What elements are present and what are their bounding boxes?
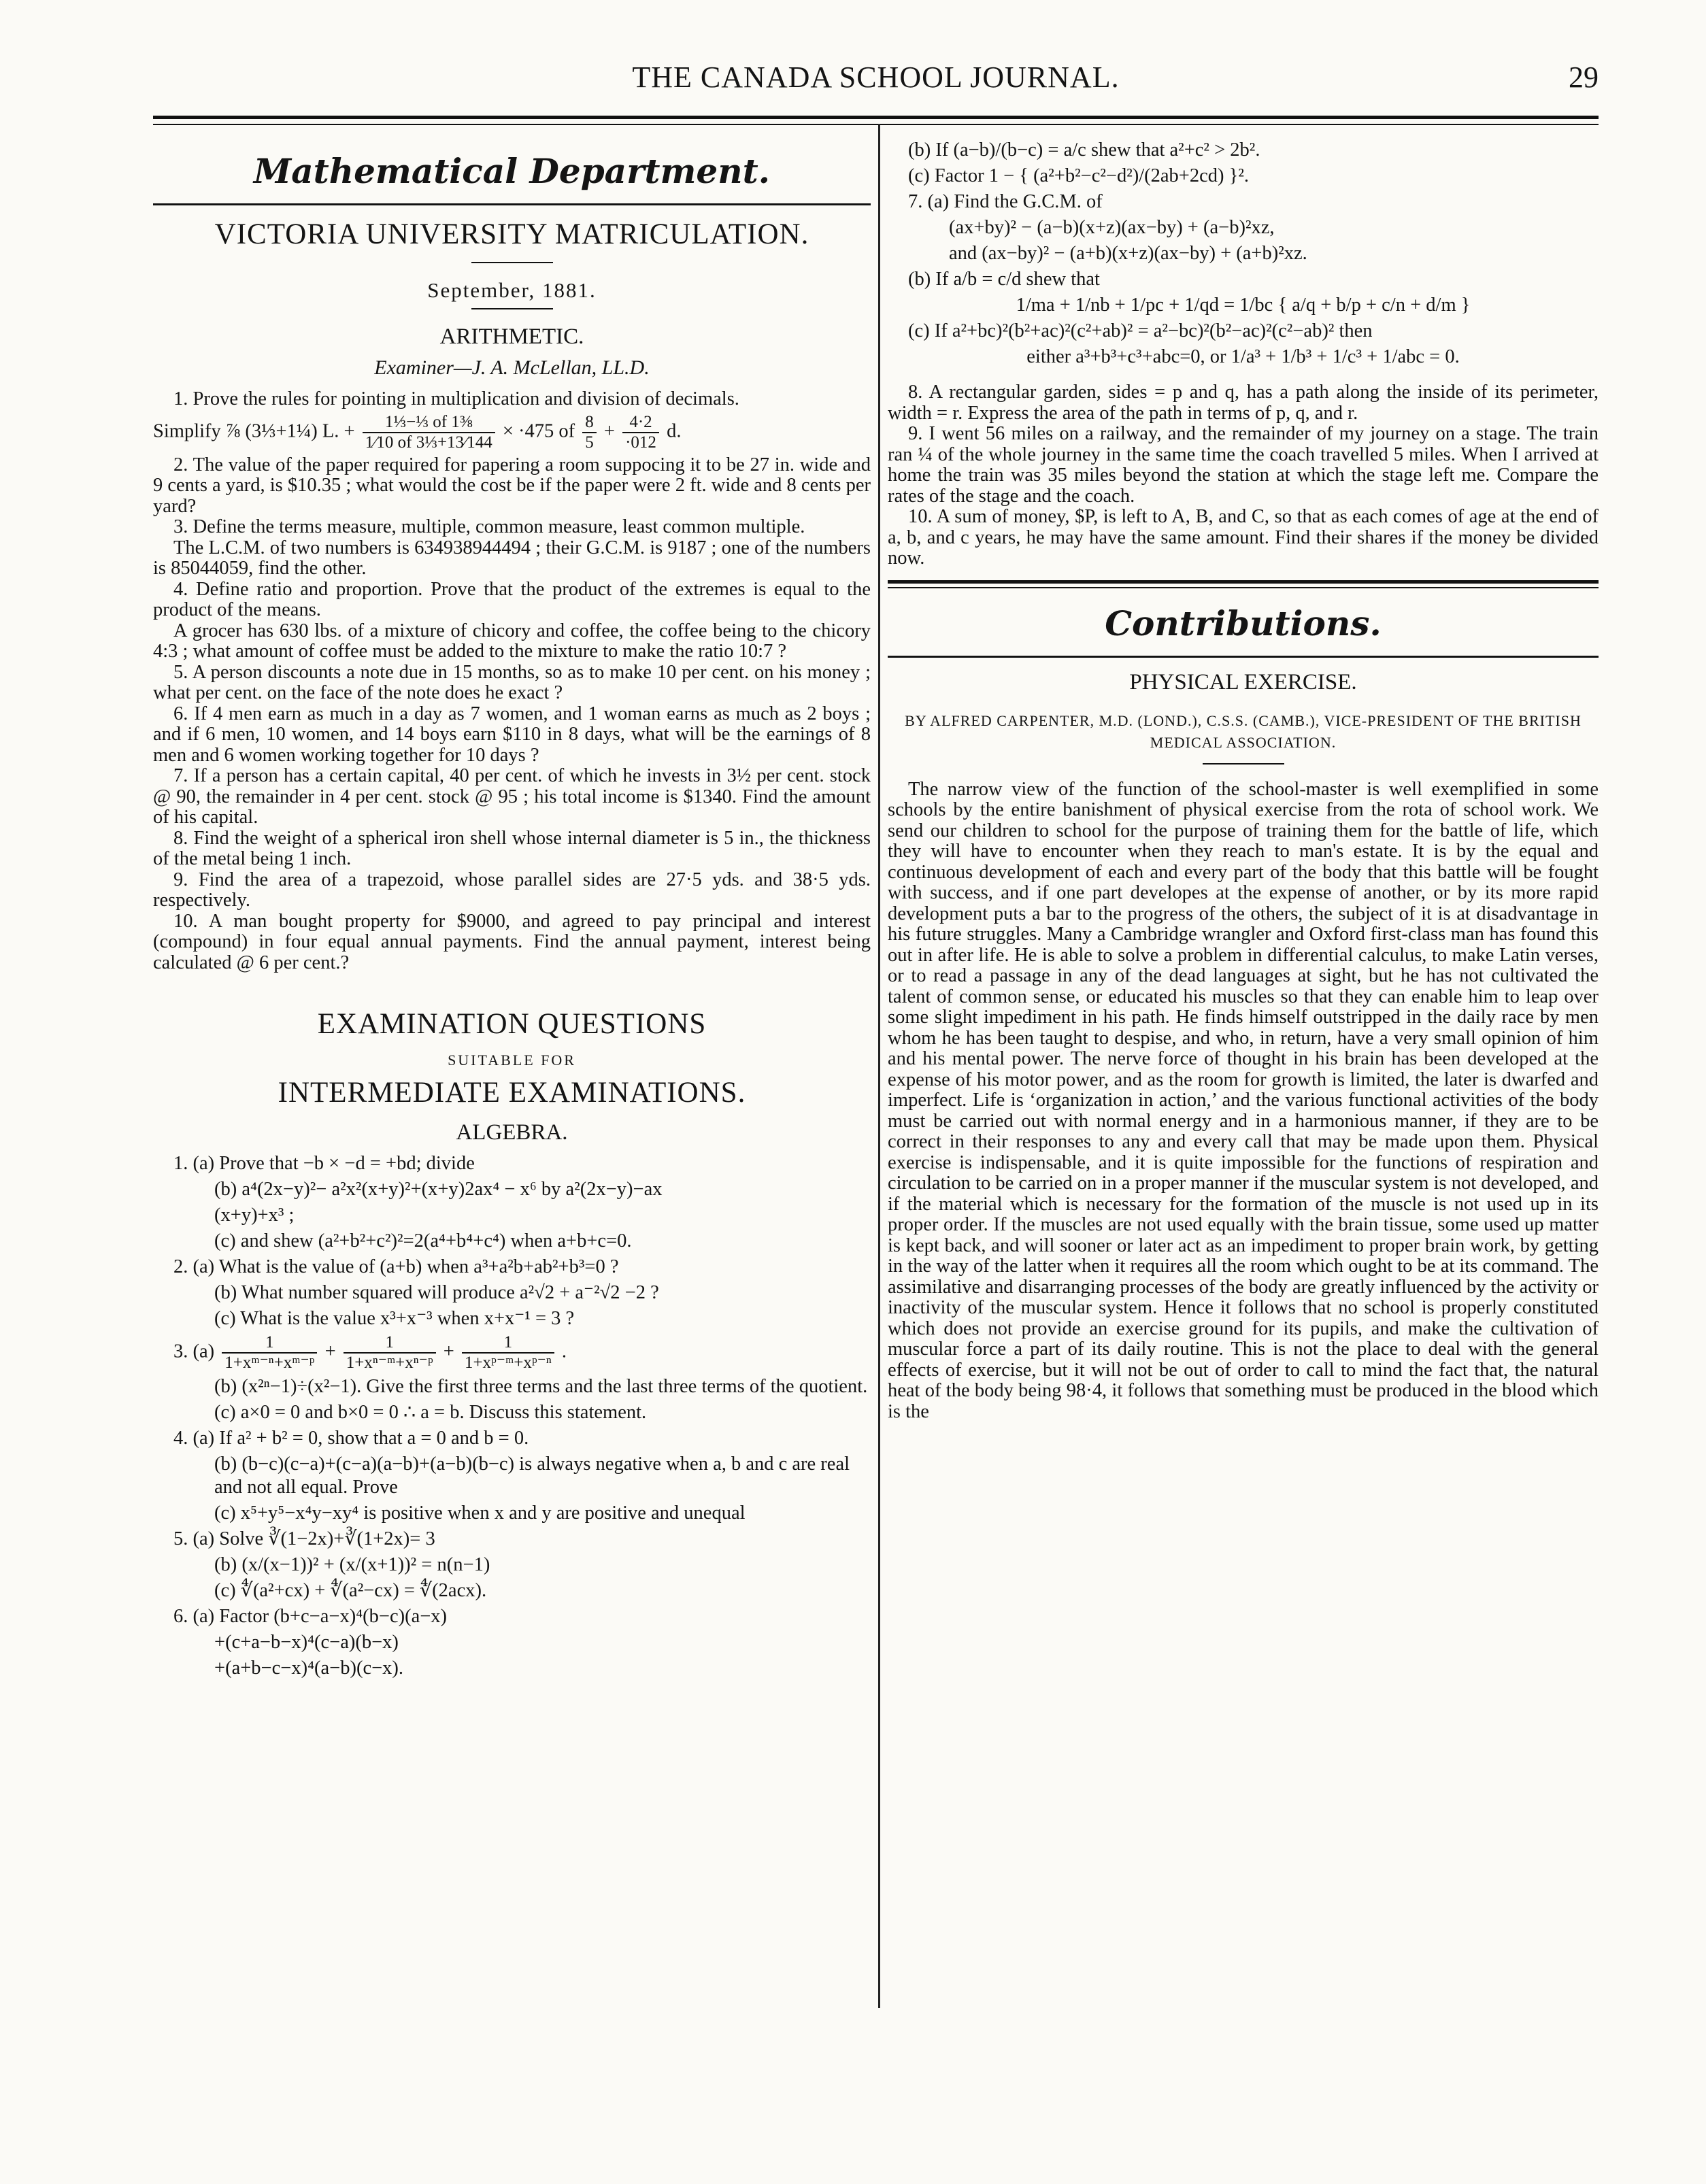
section-divider: [888, 580, 1599, 588]
intermediate-title: INTERMEDIATE EXAMINATIONS.: [278, 1077, 746, 1109]
algebra-line: (b) (x/(x−1))² + (x/(x+1))² = n(n−1): [214, 1554, 490, 1575]
numerator: 8: [582, 413, 597, 433]
expr-part: +: [324, 1341, 336, 1362]
question-9: 9. I went 56 miles on a railway, and the remainder of my journey on a stage. The train ran ¼ of the whole journey in the same time the coach travelled 5 miles. When I arrived at home the train was 35 miles beyond the station at which the stage left me. Compare the rates of the stage and the coach.: [888, 423, 1599, 507]
expr-part: × ·475 of: [502, 420, 575, 442]
denominator: 1+xⁿ⁻ᵐ+xⁿ⁻ᵖ: [346, 1354, 433, 1372]
expr-part: d.: [667, 420, 682, 442]
question-10: 10. A sum of money, $P, is left to A, B, and C, so that as each comes of age at the end of a, b, and c years, he may have the same amount. Find their shares if the money be divided now.: [888, 506, 1599, 569]
question-5: 5. A person discounts a note due in 15 months, so as to make 10 per cent. on his money ; what per cent. on the face of the note does he exact ?: [153, 661, 871, 703]
algebra-line: 1/ma + 1/nb + 1/pc + 1/qd = 1/bc { a/q + b/p + c/n + d/m }: [1016, 295, 1471, 316]
question-2: 2. The value of the paper required for papering a room suppocing it to be 27 in. wide and 9 cents a yard, is $10.35 ; what would the cost be if the paper were 2 ft. wide and 8 cents per yard?: [153, 454, 871, 517]
algebra-line: (c) What is the value x³+x⁻³ when x+x⁻¹ = 3 ?: [214, 1308, 575, 1329]
fraction: [462, 1333, 554, 1373]
algebra-line: 4. (a) If a² + b² = 0, show that a = 0 and b = 0.: [173, 1428, 529, 1449]
denominator: 5: [585, 433, 594, 452]
divider: [153, 203, 871, 205]
question-10: 10. A man bought property for $9000, and agreed to pay principal and interest (compound) in four equal annual payments. Find the annual payment, interest being calculated @ 6 per cent.?: [153, 910, 871, 973]
question-9: 9. Find the area of a trapezoid, whose parallel sides are 27·5 yds. and 38·5 yds. respectively.: [153, 869, 871, 911]
fraction: [582, 413, 597, 452]
subject-title: ARITHMETIC.: [439, 324, 584, 349]
algebra-line: (c) If a²+bc)²(b²+ac)²(c²+ab)² = a²−bc)²(b²−ac)²(c²−ab)² then: [908, 320, 1373, 341]
algebra-line: +(c+a−b−x)⁴(c−a)(b−x): [214, 1632, 399, 1653]
numerator: 1: [462, 1333, 554, 1354]
exam-date: September, 1881.: [427, 278, 597, 302]
algebra-line: (x+y)+x³ ;: [214, 1205, 295, 1226]
expr-part: .: [561, 1341, 567, 1362]
question-3: 3. Define the terms measure, multiple, common measure, least common multiple.: [173, 516, 805, 537]
examiner: Examiner—J. A. McLellan, LL.D.: [374, 356, 650, 379]
algebra-line: (c) ∜(a²+cx) + ∜(a²−cx) = ∜(2acx).: [214, 1580, 487, 1601]
expr-part: +: [603, 420, 615, 442]
department-title: Mathematical Department.: [253, 151, 771, 191]
fraction: [622, 413, 659, 452]
header-rule: [153, 116, 1599, 119]
algebra-line: 1. (a) Prove that −b × −d = +bd; divide: [173, 1153, 475, 1174]
question-4-part-b: A grocer has 630 lbs. of a mixture of chicory and coffee, the coffee being to the chicory 4:3 ; what amount of coffee must be added to the mixture to make the ratio 10:7 ?: [153, 620, 871, 662]
running-title: THE CANADA SCHOOL JOURNAL.: [632, 61, 1120, 94]
algebra-line: (b) a⁴(2x−y)²− a²x²(x+y)²+(x+y)2ax⁴ − x⁶ by a²(2x−y)−ax: [214, 1179, 663, 1200]
numerator: 1: [344, 1333, 436, 1354]
question-4: 4. Define ratio and proportion. Prove that the product of the extremes is equal to the product of the means.: [153, 578, 871, 620]
algebra-line: and (ax−by)² − (a+b)(x+z)(ax−by) + (a+b)²xz.: [949, 243, 1307, 264]
page-number: 29: [1569, 61, 1599, 94]
article-byline: BY ALFRED CARPENTER, M.D. (LOND.), C.S.S. (CAMB.), VICE-PRESIDENT OF THE BRITISH MEDICAL ASSOCIATION.: [905, 711, 1582, 751]
algebra-line: (c) Factor 1 − { (a²+b²−c²−d²)/(2ab+2cd) }².: [908, 165, 1249, 186]
header-rule-thin: [153, 124, 1599, 125]
suitable-for: SUITABLE FOR: [448, 1052, 576, 1069]
expr-part: Simplify ⅞ (3⅓+1¼) L. +: [153, 420, 355, 442]
algebra-line: 7. (a) Find the G.C.M. of: [908, 191, 1103, 212]
article-title: PHYSICAL EXERCISE.: [1129, 669, 1357, 694]
left-column: [153, 136, 871, 1683]
question-3-part-b: The L.C.M. of two numbers is 634938944494 ; their G.C.M. is 9187 ; one of the numbers is 85044059, find the other.: [153, 537, 871, 579]
page-header: [153, 60, 1599, 101]
algebra-line: (b) If a/b = c/d shew that: [908, 269, 1100, 290]
question-6: 6. If 4 men earn as much in a day as 7 women, and 1 woman earns as much as 2 boys ; and if 6 men, 10 women, and 14 boys earn $110 in 8 days, what will be the earnings of 8 men and 6 women working together for 10 days ?: [153, 703, 871, 766]
question-8: 8. Find the weight of a spherical iron shell whose internal diameter is 5 in., the thickness of the metal being 1 inch.: [153, 827, 871, 869]
denominator: 1+xᵐ⁻ⁿ+xᵐ⁻ᵖ: [224, 1354, 315, 1372]
denominator: 1⁄10 of 3⅓+13⁄144: [365, 433, 492, 452]
expr-part: +: [443, 1341, 454, 1362]
question-1: 1. Prove the rules for pointing in multiplication and division of decimals.: [173, 388, 739, 409]
exam-questions-title: EXAMINATION QUESTIONS: [317, 1008, 707, 1040]
numerator: 1⅓−⅓ of 1⅜: [363, 413, 495, 433]
divider: [1203, 763, 1284, 765]
numerator: 4·2: [622, 413, 659, 433]
divider: [471, 262, 553, 263]
question-8: 8. A rectangular garden, sides = p and q, has a path along the inside of its perimeter, width = r. Express the area of the path in terms of p, q, and r.: [888, 382, 1599, 424]
question-7: 7. If a person has a certain capital, 40 per cent. of which he invests in 3½ per cent. stock @ 90, the remainder in 4 per cent. stock @ 95 ; his total income is $1340. Find the amount of his capital.: [153, 765, 871, 828]
right-column: [888, 136, 1599, 1422]
algebra-line: 2. (a) What is the value of (a+b) when a³+a²b+ab²+b³=0 ?: [173, 1256, 619, 1277]
spacer: [888, 569, 1599, 580]
algebra-line: (b) What number squared will produce a²√2 + a⁻²√2 −2 ?: [214, 1282, 659, 1303]
denominator: ·012: [625, 433, 656, 452]
fraction: [222, 1333, 317, 1373]
algebra-line: (c) and shew (a²+b²+c²)²=2(a⁴+b⁴+c⁴) when a+b+c=0.: [214, 1230, 632, 1251]
fraction: [344, 1333, 436, 1373]
expr-part: 3. (a): [173, 1341, 215, 1362]
algebra-line: (b) If (a−b)/(b−c) = a/c shew that a²+c² > 2b².: [908, 139, 1260, 161]
denominator: 1+xᵖ⁻ᵐ+xᵖ⁻ⁿ: [464, 1354, 552, 1372]
algebra-title: ALGEBRA.: [456, 1120, 568, 1145]
algebra-line: (b) (b−c)(c−a)+(c−a)(a−b)+(a−b)(b−c) is always negative when a, b and c are real and not all equal. Prove: [214, 1454, 850, 1498]
contributions-title: Contributions.: [1105, 603, 1382, 643]
algebra-line: either a³+b³+c³+abc=0, or 1/a³ + 1/b³ + 1/c³ + 1/abc = 0.: [1026, 346, 1460, 367]
algebra-line: (c) x⁵+y⁵−x⁴y−xy⁴ is positive when x and y are positive and unequal: [214, 1502, 746, 1524]
divider: [888, 656, 1599, 658]
algebra-line: (ax+by)² − (a−b)(x+z)(ax−by) + (a−b)²xz,: [949, 217, 1275, 238]
article-body: The narrow view of the function of the school-master is well exemplified in some schools by the entire banishment of physical exercise from the rota of school work. We send our children to school for the purpose of training them for the battle of life, which they will have to encounter when they reach to man's estate. It is by the equal and continuous development of each and every part of the body that this battle will be fought with success, and if one part developes at the expense of another, or by its more rapid development puts a bar to the progress of the others, the subject of it is at disadvantage in his future struggles. Many a Cambridge wrangler and Oxford first-class man has found this out in after life. He is able to solve a problem in differential calculus, to make Latin verses, or to read a passage in any of the dead languages at sight, but he has not cultivated the talent of common sense, or educated his muscles so that they can enable him to leap over some slight impediment in his path. He finds himself outstripped in the daily race by men whom he has been taught to despise, and who, in return, have a very small opinion of him and his mental power. The nerve force of thought in his brain has been developed at the expense of his motor power, and as the room for growth is limited, the later is dwarfed and imperfect. Life is ‘organization in action,’ and the various functional activities of the body must be carried out with normal energy and in a harmonious manner, if they are to be correct in their responses to any and every call that may be made upon them. Physical exercise is indispensable, and it is quite impossible for the functions of respiration and circulation to be carried on in a proper manner if the muscular system is not developed, and if the material which is necessary for the formation of the muscle is not used up in its proper order. If the muscles are not used equally with the brain tissue, some used up matter is kept back, and will sooner or later act as an impediment to proper brain work, by getting in the way of the latter when it requires all the room which ought to be at its command. The assimilative and disarranging processes of the body are greatly influenced by the activity or inactivity of the muscular system. Hence it follows that no school is properly constituted which does not provide an exercise ground for its pupils, and make the cultivation of muscular force a part of its daily routine. This is not the place to deal with the general effects of exercise, but it will not be out of order to call to mind the fact that, the natural heat of the body being 98·4, it follows that something must be produced in the blood which is the: [888, 778, 1599, 1422]
algebra-line: (b) (x²ⁿ−1)÷(x²−1). Give the first three terms and the last three terms of the quotient.: [214, 1376, 868, 1397]
divider: [471, 308, 553, 309]
algebra-line: (c) a×0 = 0 and b×0 = 0 ∴ a = b. Discuss this statement.: [214, 1402, 647, 1423]
algebra-fraction-line: [153, 1333, 871, 1373]
fraction: [363, 413, 495, 452]
column-divider: [878, 124, 880, 2008]
algebra-line: 5. (a) Solve ∛(1−2x)+∛(1+2x)= 3: [173, 1528, 435, 1549]
algebra-line: 6. (a) Factor (b+c−a−x)⁴(b−c)(a−x): [173, 1606, 448, 1627]
algebra-line: +(a+b−c−x)⁴(a−b)(c−x).: [214, 1658, 404, 1679]
spacer: [888, 371, 1599, 382]
numerator: 1: [222, 1333, 317, 1354]
simplify-expression: [153, 413, 871, 452]
section-title: VICTORIA UNIVERSITY MATRICULATION.: [214, 218, 809, 250]
spacer: [153, 973, 871, 1001]
